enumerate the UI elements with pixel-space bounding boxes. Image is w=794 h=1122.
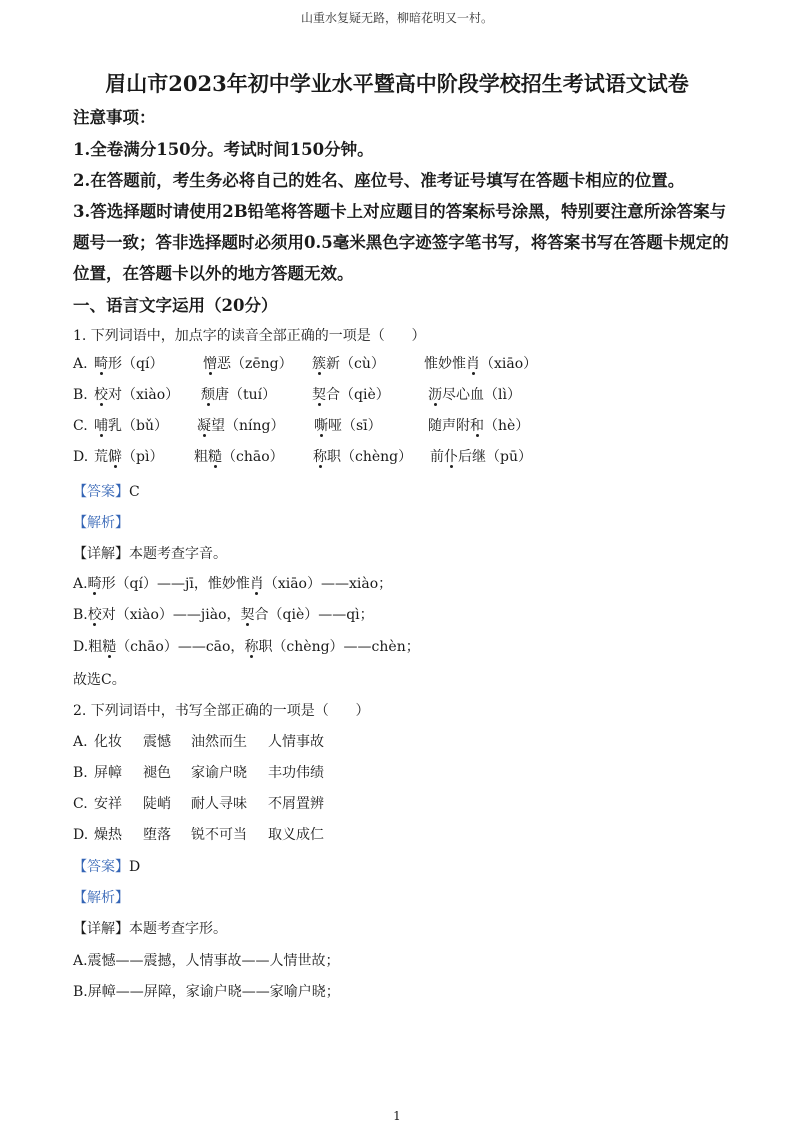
dotted-char: 沥 [428,384,442,406]
option-word [94,446,163,468]
option-word: 耐人寻味 [191,796,247,812]
option-label: C. [73,418,88,434]
correction-text: （chèng）——chèn； [272,639,420,655]
option-label: C. [73,796,88,812]
pinyin: （pì） [122,449,164,465]
option-word [312,384,390,406]
section-title: 一、语言文字运用（20分） [73,296,278,315]
option-word [312,353,385,375]
option-word [314,415,382,437]
correction-text: （xiào）——jiào， [115,607,241,623]
q2-option-c [73,793,753,815]
word-rest: 职 [327,449,341,465]
option-word [430,446,532,468]
notice-line-2: 2.在答题前，考生务必将自己的姓名、座位号、准考证号填写在答题卡相应的位置。 [73,171,685,190]
q1-detail-line [73,543,227,565]
pinyin: （chèng） [341,449,413,465]
dotted-char: 糙 [208,446,222,468]
answer-value: D [129,859,141,875]
option-word: 人情事故 [268,734,324,750]
option-word: 堕落 [143,827,171,843]
dotted-char: 嘶 [314,415,328,437]
correction-text: （qiè）——qì； [268,607,374,623]
dotted-char: 哺 [94,415,108,437]
option-word: 油然而生 [191,734,247,750]
word-rest: 后继 [458,449,486,465]
header-motto: 山重水复疑无路，柳暗花明又一村。 [300,11,493,25]
q2-stem: 2. 下列词语中，书写全部正确的一项是（ ） [73,703,370,719]
option-word [424,353,537,375]
pinyin: （zēng） [231,356,293,372]
option-word: 褪色 [143,765,171,781]
correction-label: A. [73,576,88,592]
q2-correction-a: A.震憾——震撼，人情事故——人情世故； [73,953,340,969]
notice-line-1: 1.全卷满分150分。考试时间150分钟。 [73,140,374,159]
word-rest: 形 [101,576,116,592]
dotted-char: 畸 [88,573,102,595]
detail-label: 【详解】 [73,546,129,562]
option-word: 不屑置辨 [268,796,324,812]
dotted-char: 称 [244,636,258,658]
dotted-char: 凝 [197,415,211,437]
answer-value: C [129,484,140,500]
option-word [194,446,284,468]
word-start: 粗 [194,449,208,465]
pinyin: （bǔ） [122,418,168,434]
exam-title: 眉山市2023年初中学业水平暨高中阶段学校招生考试语文试卷 [105,71,689,96]
option-word: 家谕户晓 [191,765,247,781]
q1-stem: 1. 下列词语中，加点字的读音全部正确的一项是（ ） [73,328,426,344]
option-word: 安祥 [94,796,122,812]
page-number: 1 [393,1109,401,1122]
option-word: 锐不可当 [191,827,247,843]
option-word: 震憾 [143,734,171,750]
dotted-char: 糙 [102,636,116,658]
detail-intro: 本题考查字形。 [129,921,227,937]
dotted-char: 畸 [94,353,108,375]
dotted-char: 校 [88,604,102,626]
page-header [0,9,794,27]
q2-analysis-label: 【解析】 [73,890,129,906]
word-start: 荒 [94,449,108,465]
option-label: B. [73,765,88,781]
option-word [94,415,168,437]
dotted-char: 僻 [108,446,122,468]
option-label: D. [73,827,89,843]
option-word [94,384,179,406]
word-rest: 对 [108,387,122,403]
answer-label: 【答案】 [73,484,129,500]
pinyin: （sī） [342,418,382,434]
word-rest: 哑 [328,418,342,434]
option-word [94,353,163,375]
answer-label: 【答案】 [73,859,129,875]
word-start: 前 [430,449,444,465]
notice-line-3-end: 位置，在答题卡以外的地方答题无效。 [73,264,354,283]
correction-text: （xiāo）——xiào； [263,576,393,592]
option-word: 陡峭 [143,796,171,812]
notice-line-3-cont: 题号一致；答非选择题时必须用0.5毫米黑色字迹签字笔书写，将答案书写在答题卡规定的 [73,233,729,252]
q2-correction-b: B.屏幛——屏障，家谕户晓——家喻户晓； [73,984,340,1000]
option-word [428,415,529,437]
pinyin: （tuí） [229,387,277,403]
q1-conclusion: 故选C。 [73,672,126,688]
dotted-char: 校 [94,384,108,406]
word-rest: 对 [101,607,116,623]
dotted-char: 契 [312,384,326,406]
option-label: A. [73,356,88,372]
q1-correction-a [73,573,392,595]
pinyin: （xiào） [122,387,180,403]
q1-analysis-label: 【解析】 [73,515,129,531]
word-rest: 合 [326,387,340,403]
option-word [201,384,276,406]
dotted-char: 憎 [203,353,217,375]
notice-line-3: 3.答选择题时请使用2B铅笔将答题卡上对应题目的答案标号涂黑，特别要注意所涂答案与 [73,202,727,221]
option-word [428,384,521,406]
q1-option-b [73,384,753,406]
correction-text: （qí）——jī， [115,576,208,592]
word-start: 粗 [88,639,103,655]
word-rest: 新 [326,356,340,372]
dotted-char: 颓 [201,384,215,406]
q2-option-d [73,824,753,846]
detail-label: 【详解】 [73,921,129,937]
q1-correction-b [73,604,374,626]
word-start: 惟妙惟 [424,356,466,372]
word-rest: 乳 [108,418,122,434]
dotted-char: 称 [313,446,327,468]
option-word [313,446,412,468]
notice-heading: 注意事项： [73,108,156,127]
word-rest: 尽心血 [442,387,484,403]
option-word: 取义成仁 [268,827,324,843]
option-word: 屏幛 [94,765,122,781]
word-rest: 合 [254,607,269,623]
dotted-char: 契 [241,604,255,626]
correction-label: D. [73,639,89,655]
dotted-char: 仆 [444,446,458,468]
pinyin: （níng） [225,418,285,434]
q2-option-b [73,762,753,784]
option-word: 丰功伟绩 [268,765,324,781]
option-label: A. [73,734,88,750]
option-word: 燥热 [94,827,122,843]
q1-option-c [73,415,753,437]
dotted-char: 和 [470,415,484,437]
word-rest: 形 [108,356,122,372]
dotted-char: 肖 [250,573,264,595]
option-word [203,353,293,375]
pinyin: （qí） [122,356,164,372]
word-start: 随声附 [428,418,470,434]
q1-option-d [73,446,753,468]
dotted-char: 肖 [466,353,480,375]
word-rest: 职 [258,639,273,655]
word-rest: 唐 [215,387,229,403]
option-word: 化妆 [94,734,122,750]
word-rest: 望 [211,418,225,434]
pinyin: （chāo） [222,449,284,465]
correction-text: （chāo）——cāo， [116,639,245,655]
option-word [197,415,284,437]
q2-detail-line [73,918,227,940]
q2-answer-line [73,856,140,878]
detail-intro: 本题考查字音。 [129,546,227,562]
q2-option-a [73,731,753,753]
q1-option-a [73,353,753,375]
correction-label: B. [73,607,88,623]
q1-answer-line [73,481,140,503]
pinyin: （pū） [486,449,532,465]
pinyin: （cù） [340,356,385,372]
q1-correction-d [73,636,420,658]
pinyin: （hè） [484,418,530,434]
pinyin: （lì） [484,387,521,403]
word-start: 惟妙惟 [207,576,250,592]
pinyin: （qiè） [340,387,390,403]
word-rest: 恶 [217,356,231,372]
option-label: D. [73,449,89,465]
pinyin: （xiāo） [480,356,538,372]
dotted-char: 簇 [312,353,326,375]
option-label: B. [73,387,88,403]
